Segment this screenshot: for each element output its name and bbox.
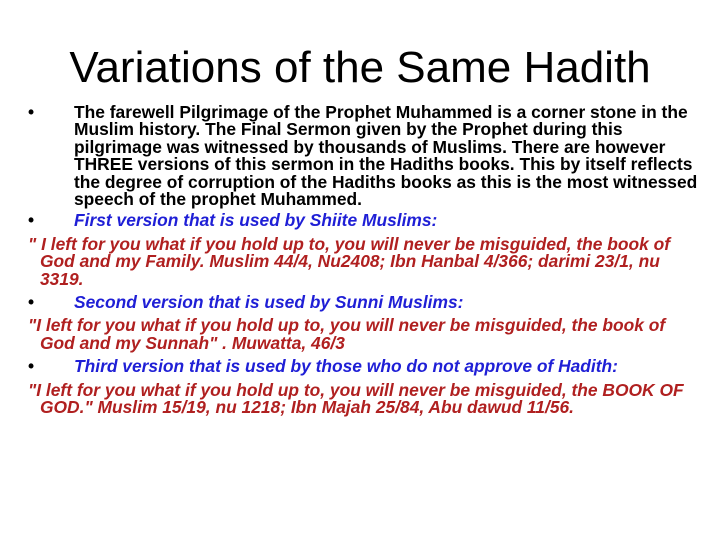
bullet-icon: • (28, 210, 35, 231)
intro-text: The farewell Pilgrimage of the Prophet Muhammed is a corner stone in the Muslim history. The Final Sermon given by the Prophet during this pilgrimage was witnessed by thousands of Muslims. There are however THREE versions of this sermon in the Hadiths books. This by itself reflects the degree of corruption of the Hadiths books as this is the most witnessed speech of the prophet Muhammed. (74, 102, 698, 210)
slide-body (28, 104, 700, 417)
bullet-icon: • (28, 292, 35, 313)
first-version-heading (28, 212, 700, 229)
third-version-heading-text: Third version that is used by those who do not approve of Hadith: (74, 356, 618, 377)
third-version-quote: "I left for you what if you hold up to, you will never be misguided, the BOOK OF GOD." Muslim 15/19, nu 1218; Ibn Majah 25/84, Abu dawud 11/56. (28, 379, 684, 418)
first-version-heading-text: First version that is used by Shiite Muslims: (74, 210, 438, 231)
second-version-heading (28, 294, 700, 311)
slide-title: Variations of the Same Hadith (69, 43, 651, 92)
second-version-heading-text: Second version that is used by Sunni Muslims: (74, 292, 464, 313)
bullet-icon: • (28, 356, 35, 377)
intro-paragraph (28, 104, 700, 208)
first-version-quote: " I left for you what if you hold up to, you will never be misguided, the book of God and my Family. Muslim 44/4, Nu2408; Ibn Hanbal 4/366; darimi 23/1, nu 3319. (28, 233, 671, 289)
third-version-heading (28, 358, 700, 375)
bullet-icon: • (28, 102, 35, 122)
second-version-quote: "I left for you what if you hold up to, you will never be misguided, the book of God and my Sunnah" . Muwatta, 46/3 (28, 315, 666, 353)
